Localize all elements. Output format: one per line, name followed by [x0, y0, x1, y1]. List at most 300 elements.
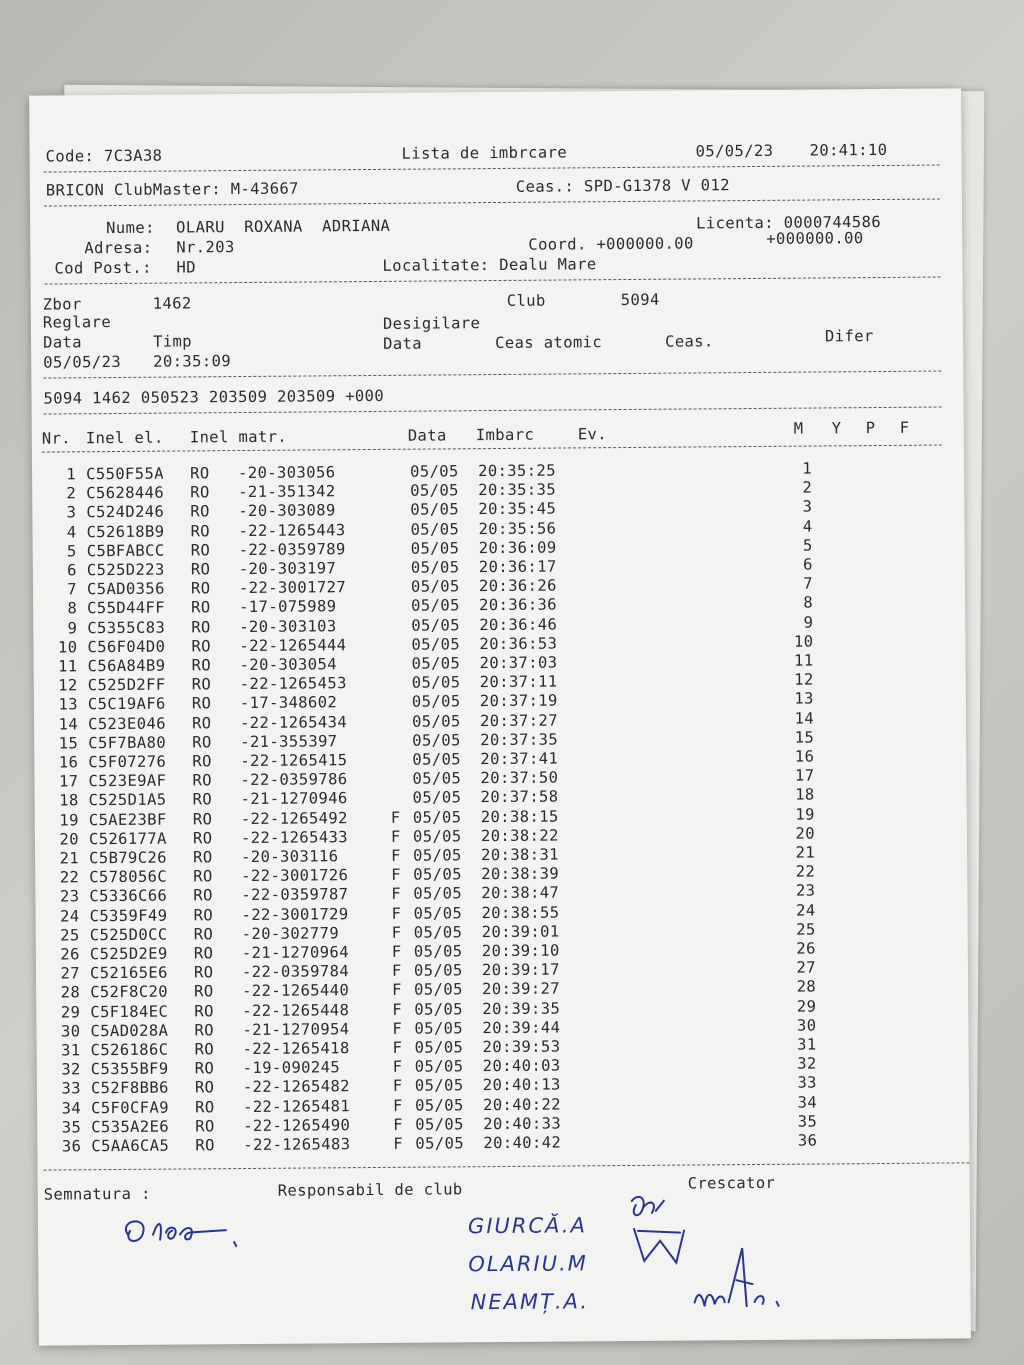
row-boarding-time: 20:39:27	[482, 979, 561, 999]
row-electronic-ring: C523E9AF	[88, 771, 167, 791]
row-electronic-ring: C56A84B9	[87, 656, 166, 676]
row-event-flag: F	[391, 942, 402, 961]
row-country: RO	[192, 790, 213, 809]
row-nr: 7	[67, 580, 78, 599]
row-country: RO	[190, 579, 211, 598]
divider	[44, 199, 940, 207]
row-boarding-time: 20:39:01	[481, 922, 560, 941]
row-electronic-ring: C525D0CC	[89, 925, 168, 945]
row-date: 05/05	[410, 577, 460, 596]
row-event-flag: F	[391, 961, 402, 981]
row-event-flag: F	[392, 1077, 403, 1096]
row-ring-number: -17-075989	[239, 597, 337, 617]
row-m-position: 11	[794, 651, 814, 670]
difference-label: Difer	[824, 327, 874, 346]
row-ring-number: -21-351342	[238, 482, 336, 502]
row-country: RO	[192, 752, 212, 771]
row-m-position: 16	[794, 747, 815, 766]
row-event-flag: F	[392, 1019, 403, 1038]
row-m-position: 28	[796, 977, 817, 997]
col-event: Ev.	[577, 425, 608, 444]
row-nr: 11	[58, 657, 78, 676]
row-ring-number: -22-1265483	[243, 1135, 351, 1155]
club-responsible-label: Responsabil de club	[277, 1180, 463, 1200]
row-date: 05/05	[412, 731, 461, 750]
row-date: 05/05	[410, 539, 460, 558]
row-date: 05/05	[412, 769, 462, 788]
row-electronic-ring: C52F8BB6	[90, 1079, 169, 1098]
row-boarding-time: 20:36:53	[479, 634, 558, 653]
row-m-position: 21	[795, 843, 816, 862]
club-number: 5094	[620, 290, 660, 310]
row-ring-number: -22-0359786	[240, 770, 348, 790]
row-electronic-ring: C525D2FF	[87, 675, 166, 695]
row-date: 05/05	[414, 1038, 464, 1057]
row-country: RO	[190, 483, 210, 502]
owner-address: Nr.203	[176, 238, 235, 257]
row-boarding-time: 20:40:13	[482, 1075, 561, 1095]
row-nr: 29	[60, 1002, 81, 1022]
signature-breeder	[688, 1240, 799, 1321]
clock-column-label: Ceas.	[664, 332, 714, 351]
row-ring-number: -22-1265453	[239, 674, 347, 694]
row-ring-number: -22-1265440	[242, 981, 350, 1001]
header-date: 05/05/23	[695, 141, 774, 161]
row-nr: 30	[60, 1022, 81, 1041]
row-ring-number: -22-1265482	[242, 1077, 351, 1097]
row-country: RO	[193, 925, 214, 944]
row-m-position: 9	[803, 613, 814, 632]
row-m-position: 27	[796, 958, 817, 977]
row-nr: 21	[59, 849, 80, 868]
row-electronic-ring: C526177A	[88, 829, 167, 849]
row-date: 05/05	[414, 1095, 464, 1115]
col-boarding: Imbarc	[475, 425, 535, 445]
row-date: 05/05	[409, 462, 459, 481]
row-m-position: 30	[796, 1016, 817, 1035]
setting-date: 05/05/23	[43, 352, 122, 372]
row-ring-number: -22-0359784	[241, 962, 350, 982]
club-label: Club	[506, 291, 546, 310]
row-boarding-time: 20:40:42	[483, 1133, 562, 1153]
row-country: RO	[190, 502, 210, 521]
row-ring-number: -22-1265448	[242, 1000, 350, 1020]
handwritten-name-3: NEAMȚ.A.	[470, 1289, 590, 1315]
setting-date-label: Data	[42, 333, 83, 352]
row-nr: 19	[59, 810, 79, 830]
breeder-label: Crescator	[687, 1173, 776, 1193]
row-electronic-ring: C526186C	[90, 1040, 169, 1060]
row-boarding-time: 20:37:58	[480, 787, 559, 807]
row-nr: 5	[66, 542, 77, 561]
row-date: 05/05	[411, 673, 461, 692]
row-country: RO	[192, 733, 212, 752]
row-event-flag: F	[392, 1057, 403, 1077]
row-date: 05/05	[413, 923, 463, 942]
row-electronic-ring: C5336C66	[89, 887, 168, 906]
clubmaster-label: BRICON ClubMaster: M-43667	[45, 179, 299, 200]
row-country: RO	[191, 694, 212, 713]
row-electronic-ring: C5AD028A	[90, 1021, 169, 1041]
row-m-position: 24	[795, 901, 816, 920]
row-ring-number: -20-303116	[241, 847, 339, 867]
row-nr: 6	[67, 561, 77, 580]
row-date: 05/05	[411, 692, 461, 712]
row-boarding-time: 20:38:55	[481, 903, 560, 922]
row-boarding-time: 20:38:22	[480, 826, 559, 845]
row-electronic-ring: C56F04D0	[87, 637, 166, 657]
row-country: RO	[191, 713, 212, 733]
row-event-flag: F	[391, 923, 402, 942]
row-nr: 25	[60, 926, 80, 945]
divider	[44, 165, 940, 173]
divider	[45, 277, 941, 285]
row-electronic-ring: C5F0CFA9	[90, 1098, 169, 1117]
row-boarding-time: 20:38:31	[481, 845, 560, 865]
row-boarding-time: 20:39:53	[482, 1037, 561, 1057]
row-country: RO	[190, 521, 211, 541]
row-boarding-time: 20:35:45	[478, 499, 557, 519]
row-country: RO	[193, 848, 213, 867]
row-electronic-ring: C5F7BA80	[88, 733, 167, 753]
row-date: 05/05	[414, 1019, 464, 1038]
row-nr: 12	[58, 676, 78, 695]
row-electronic-ring: C5C19AF6	[87, 695, 166, 714]
row-country: RO	[191, 598, 211, 617]
row-country: RO	[193, 867, 213, 886]
row-m-position: 13	[794, 689, 814, 709]
row-nr: 1	[66, 465, 77, 484]
row-date: 05/05	[415, 1115, 464, 1134]
row-electronic-ring: C550F55A	[86, 464, 165, 484]
row-country: RO	[193, 944, 214, 963]
row-electronic-ring: C5F184EC	[90, 1002, 169, 1021]
row-country: RO	[191, 617, 211, 637]
row-nr: 10	[57, 638, 78, 657]
row-country: RO	[195, 1117, 215, 1136]
row-country: RO	[191, 637, 211, 656]
row-electronic-ring: C5AE23BF	[88, 810, 167, 829]
postal-code-label: Cod Post.:	[54, 258, 152, 278]
setting-time-label: Timp	[152, 332, 193, 351]
row-electronic-ring: C52165E6	[89, 963, 168, 983]
row-date: 05/05	[413, 865, 462, 884]
row-m-position: 10	[793, 632, 814, 651]
row-ring-number: -22-1265433	[240, 827, 349, 847]
row-nr: 9	[67, 618, 78, 637]
row-nr: 26	[60, 945, 80, 964]
clock-code-line: 5094 1462 050523 203509 203509 +000	[43, 386, 385, 408]
row-boarding-time: 20:37:19	[479, 691, 558, 711]
row-nr: 22	[59, 868, 80, 887]
row-m-position: 32	[797, 1054, 817, 1073]
row-ring-number: -20-303089	[238, 501, 336, 521]
setting-label: Reglare	[42, 313, 112, 332]
row-event-flag: F	[393, 1134, 404, 1153]
divider	[43, 371, 941, 379]
row-m-position: 23	[795, 881, 816, 901]
row-date: 05/05	[415, 1134, 465, 1153]
row-boarding-time: 20:39:44	[482, 1018, 561, 1037]
row-boarding-time: 20:38:39	[481, 864, 560, 884]
row-boarding-time: 20:37:35	[480, 730, 559, 749]
row-m-position: 22	[795, 862, 816, 881]
row-boarding-time: 20:35:25	[477, 461, 556, 481]
row-ring-number: -22-1265492	[240, 808, 348, 828]
code-label: Code: 7C3A38	[45, 146, 163, 166]
row-country: RO	[193, 886, 213, 905]
row-boarding-time: 20:37:41	[480, 749, 559, 769]
col-y: Y	[831, 419, 842, 438]
row-m-position: 8	[803, 593, 814, 613]
signature-owner	[108, 1204, 248, 1255]
row-date: 05/05	[411, 711, 461, 731]
row-m-position: 17	[794, 766, 815, 785]
row-country: RO	[190, 464, 210, 483]
row-nr: 2	[66, 484, 77, 503]
handwritten-name-2: OLARIU.M	[468, 1251, 588, 1277]
row-ring-number: -21-1270954	[242, 1019, 350, 1039]
row-event-flag: F	[392, 981, 402, 1000]
row-m-position: 33	[797, 1073, 817, 1093]
row-date: 05/05	[410, 500, 460, 520]
row-country: RO	[190, 560, 211, 579]
row-m-position: 5	[802, 536, 813, 555]
document-title: Lista de imbrcare	[401, 143, 568, 163]
row-m-position: 14	[794, 709, 815, 728]
row-country: RO	[194, 1021, 214, 1040]
row-boarding-time: 20:39:17	[481, 960, 560, 980]
row-nr: 32	[61, 1060, 81, 1079]
row-country: RO	[191, 656, 212, 675]
row-ring-number: -22-3001727	[238, 578, 347, 598]
postal-code: HD	[176, 258, 196, 277]
row-ring-number: -19-090245	[242, 1058, 341, 1078]
row-ring-number: -22-0359789	[238, 540, 346, 559]
row-date: 05/05	[414, 999, 464, 1019]
row-ring-number: -21-355397	[240, 732, 338, 751]
row-date: 05/05	[411, 654, 461, 673]
row-m-position: 29	[796, 997, 817, 1016]
row-electronic-ring: C578056C	[89, 867, 168, 887]
row-electronic-ring: C52F8C20	[90, 983, 169, 1002]
row-boarding-time: 20:37:11	[479, 672, 558, 692]
row-ring-number: -22-1265490	[243, 1115, 351, 1135]
row-date: 05/05	[410, 558, 460, 577]
clock-label: Ceas.: SPD-G1378 V 012	[515, 176, 731, 196]
row-boarding-time: 20:35:56	[478, 519, 557, 538]
row-m-position: 26	[796, 939, 816, 958]
row-date: 05/05	[412, 807, 462, 827]
row-date: 05/05	[411, 615, 461, 635]
row-nr: 35	[61, 1118, 82, 1137]
row-event-flag: F	[392, 1096, 403, 1115]
row-country: RO	[193, 963, 214, 982]
row-boarding-time: 20:35:35	[478, 480, 557, 500]
header-time: 20:41:10	[809, 140, 888, 160]
signature-label: Semnatura :	[43, 1184, 151, 1204]
row-ring-number: -22-1265415	[240, 751, 348, 771]
handwritten-name-1: GIURCĂ.A	[467, 1213, 587, 1239]
locality: Localitate: Dealu Mare	[382, 255, 597, 275]
row-m-position: 15	[794, 728, 815, 747]
row-date: 05/05	[412, 788, 462, 808]
row-electronic-ring: C525D1A5	[88, 791, 167, 810]
row-country: RO	[192, 771, 213, 790]
row-ring-number: -17-348602	[239, 693, 338, 713]
row-country: RO	[194, 1040, 215, 1059]
row-date: 05/05	[413, 846, 462, 865]
license-number: Licenta: 0000744586	[696, 212, 882, 233]
row-ring-number: -22-1265444	[239, 636, 347, 655]
row-event-flag: F	[393, 1115, 404, 1134]
row-country: RO	[193, 905, 214, 925]
owner-name: OLARU ROXANA ADRIANA	[176, 216, 391, 237]
row-event-flag: F	[391, 865, 402, 885]
coordinates-value-2: +000000.00	[766, 229, 864, 248]
row-boarding-time: 20:40:22	[482, 1095, 561, 1114]
row-date: 05/05	[413, 961, 463, 980]
row-ring-number: -20-302779	[241, 924, 340, 943]
row-boarding-time: 20:40:03	[482, 1056, 561, 1076]
address-label: Adresa:	[84, 238, 153, 258]
row-boarding-time: 20:38:47	[481, 883, 560, 903]
row-event-flag: F	[392, 1000, 403, 1019]
name-label: Nume:	[106, 218, 155, 238]
row-boarding-time: 20:40:33	[483, 1114, 562, 1133]
row-ring-number: -20-303103	[239, 616, 337, 636]
row-m-position: 2	[802, 478, 813, 497]
row-event-flag: F	[391, 904, 402, 923]
divider	[42, 445, 942, 453]
row-nr: 27	[60, 964, 81, 983]
setting-time: 20:35:09	[153, 352, 232, 371]
row-electronic-ring: C55D44FF	[87, 599, 166, 618]
row-boarding-time: 20:39:35	[482, 999, 561, 1018]
row-nr: 13	[58, 695, 78, 714]
row-date: 05/05	[410, 519, 460, 539]
flight-number: 1462	[152, 294, 192, 313]
row-date: 05/05	[410, 481, 459, 500]
row-ring-number: -22-3001729	[241, 904, 349, 924]
row-m-position: 19	[795, 805, 815, 824]
row-electronic-ring: C5628446	[86, 483, 165, 503]
row-nr: 31	[61, 1041, 81, 1060]
col-f: F	[899, 418, 910, 437]
row-m-position: 35	[797, 1112, 818, 1131]
row-nr: 33	[61, 1079, 81, 1098]
row-ring-number: -22-1265443	[238, 520, 346, 540]
unsealing-date-label: Data	[382, 334, 423, 353]
row-country: RO	[194, 1059, 215, 1078]
row-date: 05/05	[411, 635, 461, 654]
row-date: 05/05	[412, 750, 462, 769]
row-m-position: 20	[795, 824, 815, 843]
row-electronic-ring: C525D2E9	[89, 944, 168, 964]
col-m: M	[793, 419, 804, 438]
row-nr: 14	[58, 714, 79, 734]
row-m-position: 36	[797, 1131, 818, 1150]
row-electronic-ring: C5AD0356	[86, 579, 165, 599]
row-nr: 16	[58, 753, 79, 772]
row-country: RO	[194, 1001, 214, 1021]
row-ring-number: -22-3001726	[241, 866, 349, 886]
row-boarding-time: 20:36:26	[478, 576, 557, 596]
row-boarding-time: 20:36:17	[478, 557, 557, 577]
row-m-position: 12	[794, 670, 814, 689]
col-p: P	[865, 419, 876, 438]
row-boarding-time: 20:36:09	[478, 538, 557, 557]
row-m-position: 1	[802, 459, 813, 478]
row-nr: 4	[66, 522, 77, 541]
row-date: 05/05	[411, 596, 460, 616]
col-date: Data	[407, 426, 447, 445]
row-m-position: 7	[803, 574, 814, 593]
row-nr: 23	[59, 887, 80, 906]
row-date: 05/05	[413, 903, 463, 923]
row-ring-number: -21-1270964	[241, 943, 349, 963]
col-ring-number: Inel matr.	[189, 427, 288, 447]
row-nr: 34	[61, 1098, 82, 1118]
row-nr: 8	[67, 599, 78, 618]
row-boarding-time: 20:37:27	[479, 711, 558, 730]
row-nr: 20	[59, 830, 80, 849]
row-nr: 15	[58, 734, 79, 753]
row-boarding-time: 20:37:50	[480, 768, 559, 788]
row-electronic-ring: C52618B9	[86, 522, 165, 541]
row-country: RO	[192, 829, 213, 848]
row-electronic-ring: C5355C83	[87, 618, 166, 637]
row-date: 05/05	[414, 1076, 464, 1096]
divider	[44, 407, 942, 415]
row-date: 05/05	[413, 884, 463, 904]
row-boarding-time: 20:38:15	[480, 807, 559, 826]
flight-label: Zbor	[42, 295, 82, 314]
col-electronic-ring: Inel el.	[85, 428, 164, 448]
row-electronic-ring: C5AA6CA5	[91, 1136, 170, 1156]
row-electronic-ring: C5B79C26	[89, 848, 168, 868]
row-country: RO	[192, 809, 213, 829]
atomic-clock-label: Ceas atomic	[494, 333, 603, 353]
row-nr: 18	[59, 791, 79, 810]
row-m-position: 25	[796, 920, 816, 939]
row-country: RO	[194, 1078, 215, 1097]
document-sheet	[29, 88, 971, 1345]
row-date: 05/05	[414, 1057, 464, 1076]
row-country: RO	[190, 541, 211, 560]
divider	[44, 1162, 970, 1170]
row-ring-number: -20-303197	[238, 559, 337, 579]
row-boarding-time: 20:36:36	[479, 595, 558, 615]
row-event-flag: F	[390, 827, 401, 846]
row-m-position: 34	[797, 1093, 818, 1112]
row-ring-number: -22-0359787	[241, 885, 349, 905]
row-date: 05/05	[414, 980, 463, 1000]
row-electronic-ring: C524D246	[86, 503, 165, 522]
row-m-position: 6	[803, 555, 813, 574]
row-electronic-ring: C523E046	[87, 714, 166, 733]
row-date: 05/05	[413, 942, 463, 961]
row-electronic-ring: C5355BF9	[90, 1059, 169, 1079]
row-electronic-ring: C535A2E6	[91, 1117, 170, 1137]
row-m-position: 31	[797, 1035, 817, 1054]
row-electronic-ring: C525D223	[86, 560, 165, 580]
row-nr: 17	[58, 772, 79, 791]
row-event-flag: F	[391, 885, 402, 904]
row-ring-number: -20-303056	[238, 463, 336, 483]
row-country: RO	[191, 675, 212, 694]
row-nr: 3	[66, 503, 77, 522]
